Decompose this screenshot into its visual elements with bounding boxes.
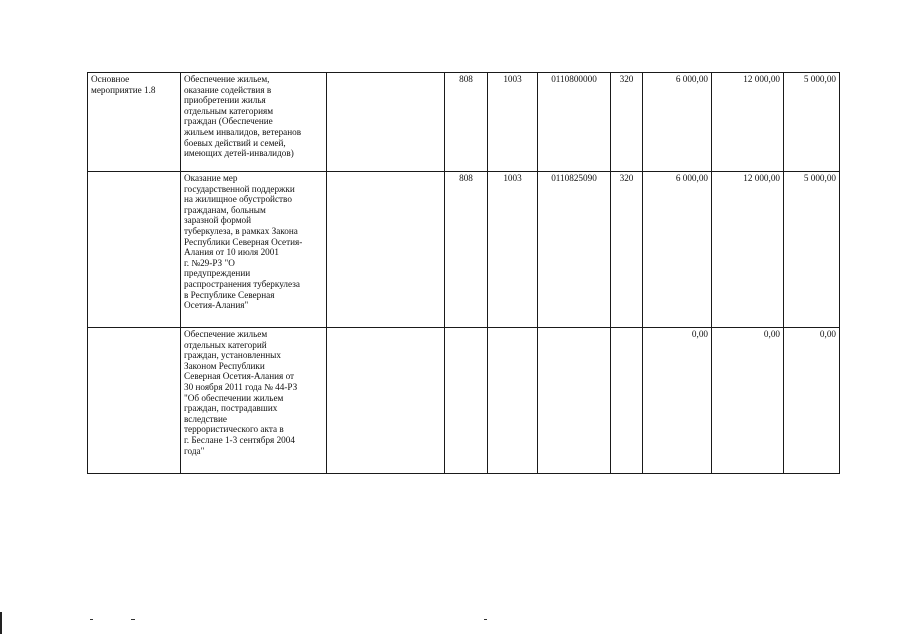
scan-speck xyxy=(90,619,93,620)
year1-amount-cell: 6 000,00 xyxy=(643,172,712,328)
table-row xyxy=(88,172,840,328)
activity-cell xyxy=(88,172,181,328)
year2-amount-cell: 12 000,00 xyxy=(712,172,784,328)
scan-speck xyxy=(131,619,135,620)
csr-cell: 0110825090 xyxy=(538,172,611,328)
executor-cell xyxy=(327,73,445,172)
description-cell: Обеспечение жильем, оказание содействия в приобретении жилья отдельным категориям граждан (Обеспечение жильем инвалидов, ветеранов боевых действий и семей, имеющих детей-инвалидов) xyxy=(181,73,327,172)
executor-cell xyxy=(327,172,445,328)
activity-cell xyxy=(88,328,181,474)
activity-cell: Основное мероприятие 1.8 xyxy=(88,73,181,172)
year3-amount-cell: 5 000,00 xyxy=(784,73,840,172)
scan-edge-mark xyxy=(0,612,2,634)
table-row xyxy=(88,328,840,474)
rzpr-cell: 1003 xyxy=(488,73,538,172)
rzpr-cell: 1003 xyxy=(488,172,538,328)
table-row xyxy=(88,73,840,172)
csr-cell: 0110800000 xyxy=(538,73,611,172)
executor-cell xyxy=(327,328,445,474)
csr-cell xyxy=(538,328,611,474)
year2-amount-cell: 0,00 xyxy=(712,328,784,474)
year3-amount-cell: 5 000,00 xyxy=(784,172,840,328)
description-cell: Обеспечение жильем отдельных категорий граждан, установленных Законом Республики Северная Осетия-Алания от 30 ноября 2011 года № 44-РЗ "Об обеспечении жильем граждан, пострадавших вследствие террористического акта в г. Беслане 1-3 сентября 2004 года" xyxy=(181,328,327,474)
year1-amount-cell: 0,00 xyxy=(643,328,712,474)
budget-table xyxy=(87,72,840,474)
grbs-cell xyxy=(445,328,488,474)
year3-amount-cell: 0,00 xyxy=(784,328,840,474)
grbs-cell: 808 xyxy=(445,172,488,328)
year1-amount-cell: 6 000,00 xyxy=(643,73,712,172)
rzpr-cell xyxy=(488,328,538,474)
vr-cell: 320 xyxy=(611,73,643,172)
description-cell: Оказание мер государственной поддержки на жилищное обустройство гражданам, больным заразной формой туберкулеза, в рамках Закона Республики Северная Осетия- Алания от 10 июля 2001 г. №29-РЗ "О предупреждении распространения туберкулеза в Республике Северная Осетия-Алания" xyxy=(181,172,327,328)
year2-amount-cell: 12 000,00 xyxy=(712,73,784,172)
scan-speck xyxy=(484,619,487,620)
vr-cell xyxy=(611,328,643,474)
grbs-cell: 808 xyxy=(445,73,488,172)
vr-cell: 320 xyxy=(611,172,643,328)
